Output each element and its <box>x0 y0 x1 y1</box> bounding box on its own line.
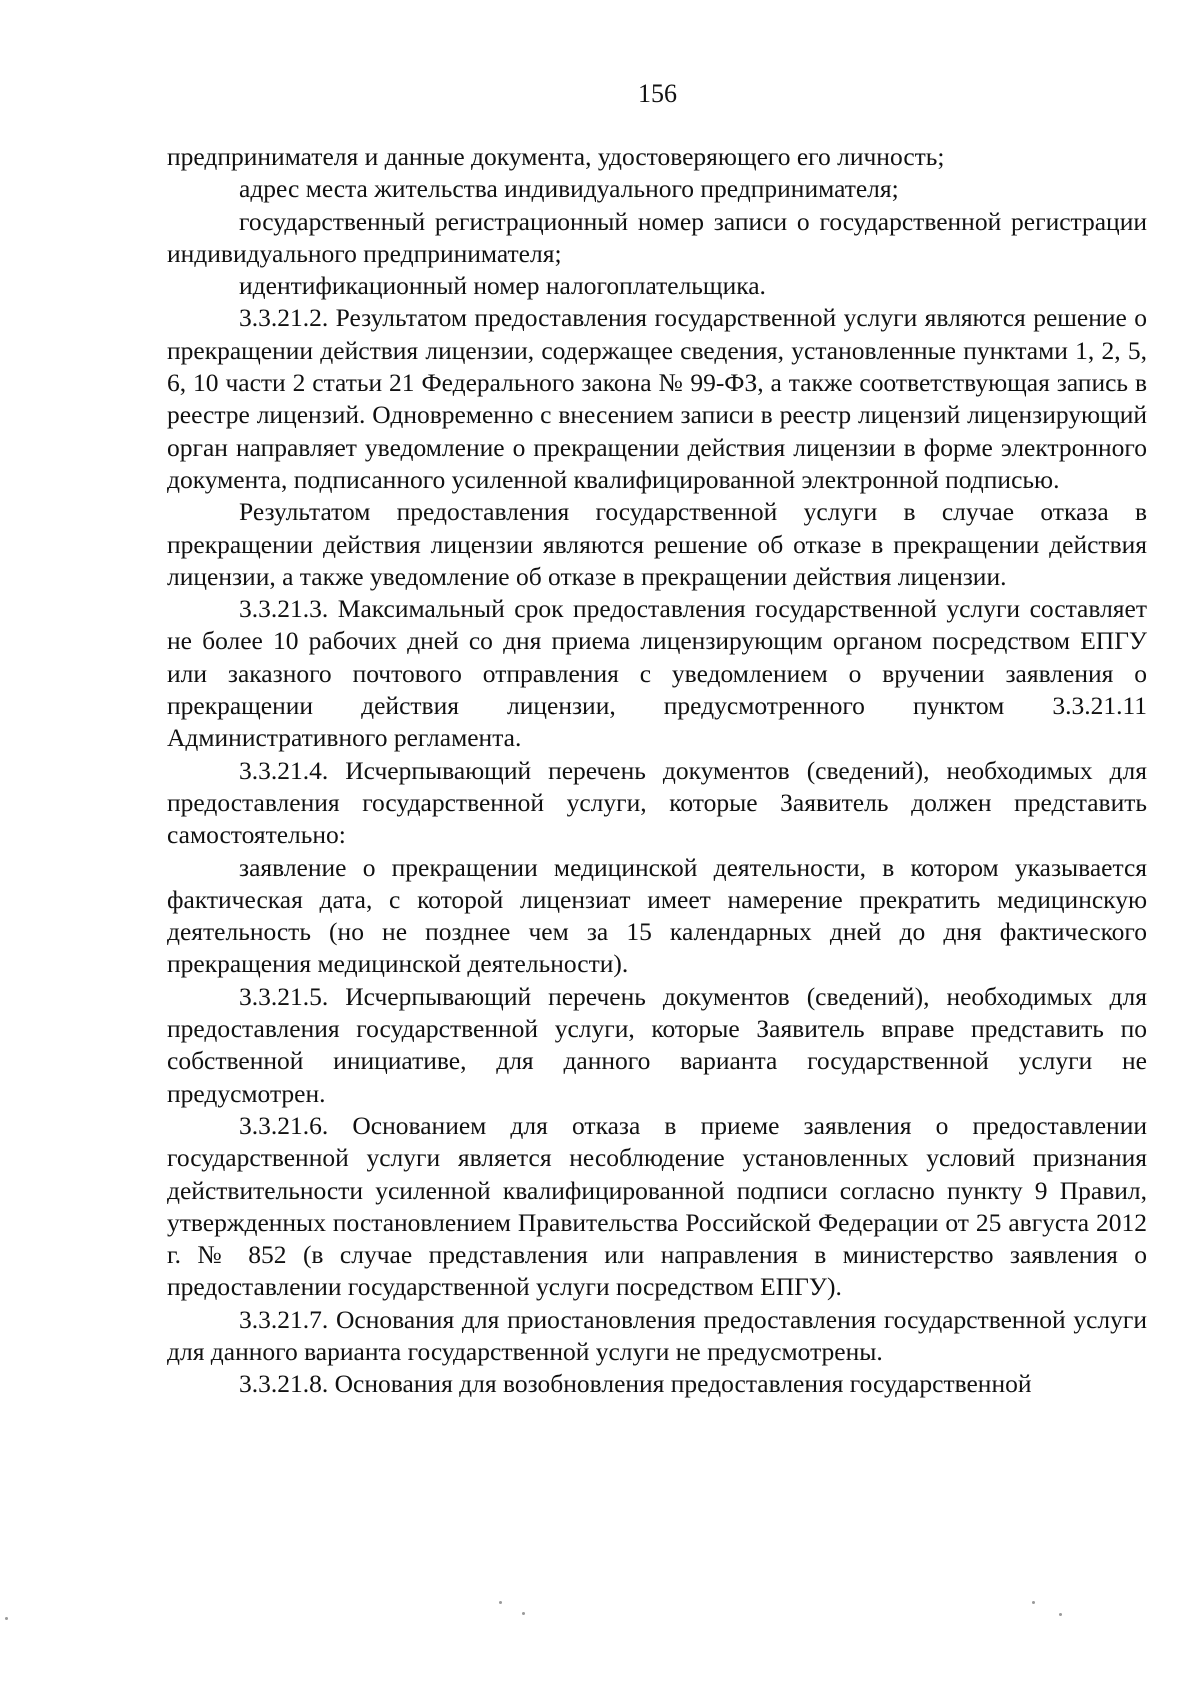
paragraph: 3.3.21.3. Максимальный срок предоставления государственной услуги составляет не более 10 рабочих дней со дня приема лицензирующим органом посредством ЕПГУ или заказного почтового отправления с уведомлением о вручении заявления о прекращении действия лицензии, предусмотренного пунктом 3.3.21.11 Административного регламента. <box>167 594 1147 753</box>
paragraph: 3.3.21.6. Основанием для отказа в приеме заявления о предоставлении государственной услуги является несоблюдение установленных условий признания действительности усиленной квалифицированной подписи согласно пункту 9 Правил, утвержденных постановлением Правительства Российской Федерации от 25 августа 2012 г. № 852 (в случае представления или направления в министерство заявления о предоставлении государственной услуги посредством ЕПГУ). <box>167 1110 1147 1302</box>
scan-speck <box>522 1612 525 1615</box>
paragraph: идентификационный номер налогоплательщика. <box>239 271 766 301</box>
paragraph: адрес места жительства индивидуального предпринимателя; <box>239 174 899 204</box>
document-body <box>167 141 1147 1401</box>
scan-speck <box>1032 1601 1035 1604</box>
paragraph: 3.3.21.4. Исчерпывающий перечень документов (сведений), необходимых для предоставления государственной услуги, которые Заявитель должен представить самостоятельно: <box>167 755 1147 850</box>
paragraph: 3.3.21.2. Результатом предоставления государственной услуги являются решение о прекращении действия лицензии, содержащее сведения, установленные пунктами 1, 2, 5, 6, 10 части 2 статьи 21 Федерального закона № 99-ФЗ, а также соответствующая запись в реестре лицензий. Одновременно с внесением записи в реестр лицензий лицензирующий орган направляет уведомление о прекращении действия лицензии в форме электронного документа, подписанного усиленной квалифицированной электронной подписью. <box>167 303 1147 494</box>
scan-speck <box>1059 1613 1062 1616</box>
paragraph: 3.3.21.7. Основания для приостановления предоставления государственной услуги для данного варианта государственной услуги не предусмотрены. <box>167 1304 1147 1366</box>
paragraph: 3.3.21.5. Исчерпывающий перечень документов (сведений), необходимых для предоставления государственной услуги, которые Заявитель вправе представить по собственной инициативе, для данного варианта государственной услуги не предусмотрен. <box>167 981 1147 1108</box>
scan-speck <box>5 1617 8 1620</box>
paragraph: государственный регистрационный номер записи о государственной регистрации индивидуального предпринимателя; <box>167 206 1147 268</box>
scan-speck <box>499 1601 502 1604</box>
paragraph: предпринимателя и данные документа, удостоверяющего его личность; <box>167 142 945 171</box>
paragraph: 3.3.21.8. Основания для возобновления предоставления государственной <box>239 1369 1032 1399</box>
paragraph: заявление о прекращении медицинской деятельности, в котором указывается фактическая дата, с которой лицензиат имеет намерение прекратить медицинскую деятельность (но не позднее чем за 15 календарных дней до дня фактического прекращения медицинской деятельности). <box>167 852 1147 979</box>
paragraph: Результатом предоставления государственной услуги в случае отказа в прекращении действия лицензии являются решение об отказе в прекращении действия лицензии, а также уведомление об отказе в прекращении действия лицензии. <box>167 497 1147 591</box>
page-number: 156 <box>638 79 677 108</box>
